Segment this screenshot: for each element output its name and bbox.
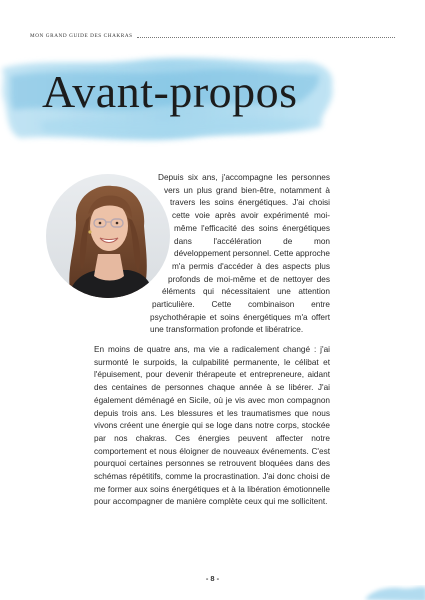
page-number: - 8 -: [205, 574, 220, 583]
wrap-spacer: [150, 286, 162, 299]
wrap-spacer: [150, 197, 164, 210]
wrap-spacer: [150, 172, 158, 185]
wrap-spacer: [150, 248, 174, 261]
wrap-spacer: [150, 261, 172, 274]
running-title: MON GRAND GUIDE DES CHAKRAS: [30, 33, 133, 39]
wrap-spacer: [150, 223, 172, 236]
wrap-spacer: [150, 235, 174, 248]
wrap-spacer: [150, 185, 154, 198]
intro-paragraph-text: Depuis six ans, j'accompagne les personnes vers un plus grand bien-être, notamment à travers les soins énergétiques. J'ai choisi cette voie après avoir expérimenté moi-même l'efficacité des soins énergétiques dans l'accélération de mon développement personnel. Cette approche m'a permis d'accéder à des aspects plus profonds de moi-même et de nettoyer des éléments qui nécessitaient une attention particulière. Cette combinaison entre psychothérapie et soins énergétiques m'a offert une transformation profonde et libératrice.: [150, 173, 330, 335]
running-header: [30, 33, 395, 39]
corner-watercolor: [355, 578, 425, 600]
intro-paragraph: [150, 172, 330, 337]
story-paragraph: En moins de quatre ans, ma vie a radicalement changé : j'ai surmonté le surpoids, la culpabilité permanente, le célibat et l'épuisement, pour devenir thérapeute et entrepreneure, aidant des centaines de personnes chaque année à se libérer. J'ai également déménagé en Sicile, où je vis avec mon compagnon depuis trois ans. Les blessures et les traumatismes que nous vivons créent une énergie qui se loge dans notre corps, stockée par nos chakras. Ces énergies peuvent affecter notre comportement et nous éloigner de nouveaux événements. C'est pourquoi certaines personnes se retrouvent bloquées dans des schémas répétitifs, comme la procrastination. J'ai donc choisi de me former aux soins énergétiques et à la libération émotionnelle pour accompagner de manière complète ceux qui me sollicitent.: [94, 345, 330, 507]
wrap-spacer: [150, 210, 170, 223]
wrap-spacer: [150, 274, 168, 287]
page-title: Avant-propos: [42, 66, 298, 117]
dotted-leader: [137, 37, 395, 38]
